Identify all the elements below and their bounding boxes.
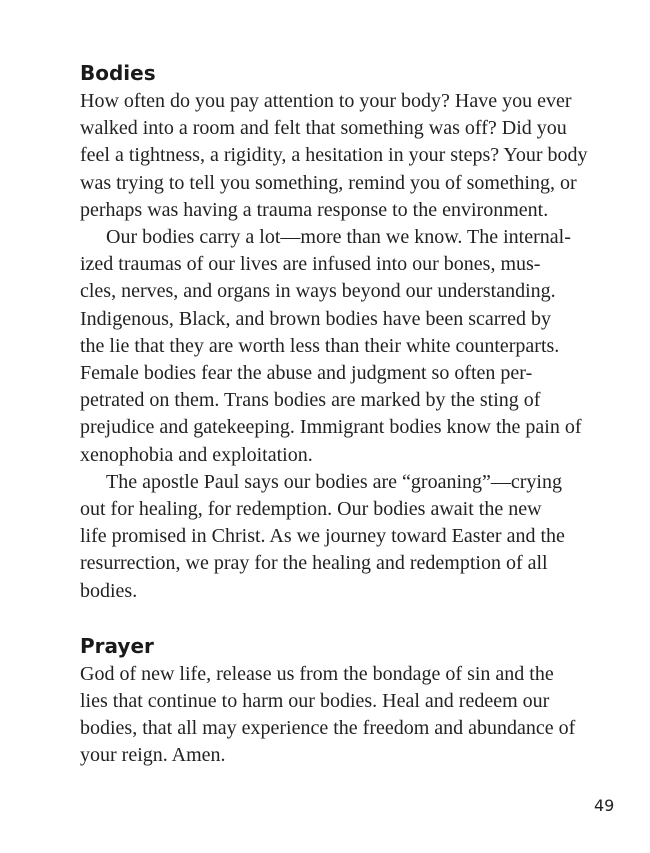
paragraph-bodies-1 xyxy=(80,88,620,224)
text-line: Our bodies carry a lot—more than we know. The internal- xyxy=(106,226,571,249)
paragraph-bodies-3 xyxy=(80,469,620,605)
paragraph-prayer xyxy=(80,661,620,770)
text-line: perhaps was having a trauma response to the environment. xyxy=(80,198,549,221)
text-line: feel a tightness, a rigidity, a hesitation in your steps? Your body xyxy=(80,144,588,167)
section-spacer xyxy=(80,605,620,631)
text-line: bodies. xyxy=(80,579,138,602)
text-line: The apostle Paul says our bodies are “groaning”—crying xyxy=(106,470,562,493)
text-line: was trying to tell you something, remind you of something, or xyxy=(80,171,577,194)
page-number: 49 xyxy=(594,796,615,815)
section-heading-prayer: Prayer xyxy=(80,633,154,658)
text-line: the lie that they are worth less than their white counterparts. xyxy=(80,334,560,357)
text-line: petrated on them. Trans bodies are marked by the sting of xyxy=(80,389,541,412)
text-line: cles, nerves, and organs in ways beyond our understanding. xyxy=(80,280,556,303)
text-line: God of new life, release us from the bondage of sin and the xyxy=(80,662,554,685)
text-line: prejudice and gatekeeping. Immigrant bodies know the pain of xyxy=(80,416,582,439)
text-line: life promised in Christ. As we journey toward Easter and the xyxy=(80,525,565,548)
section-heading-bodies: Bodies xyxy=(80,61,156,85)
text-line: xenophobia and exploitation. xyxy=(80,443,313,466)
text-line: ized traumas of our lives are infused into our bones, mus- xyxy=(80,253,541,276)
text-line: How often do you pay attention to your body? Have you ever xyxy=(80,90,572,112)
text-line: walked into a room and felt that something was off? Did you xyxy=(80,117,567,140)
text-line: out for healing, for redemption. Our bodies await the new xyxy=(80,498,542,521)
text-line: lies that continue to harm our bodies. Heal and redeem our xyxy=(80,690,550,713)
text-line: Female bodies fear the abuse and judgment so often per- xyxy=(80,362,533,385)
paragraph-bodies-2 xyxy=(80,224,620,469)
text-line: resurrection, we pray for the healing and redemption of all xyxy=(80,552,548,575)
text-line: your reign. Amen. xyxy=(80,744,226,767)
text-line: Indigenous, Black, and brown bodies have been scarred by xyxy=(80,307,551,330)
page-content xyxy=(80,58,620,770)
text-line: bodies, that all may experience the freedom and abundance of xyxy=(80,717,576,740)
